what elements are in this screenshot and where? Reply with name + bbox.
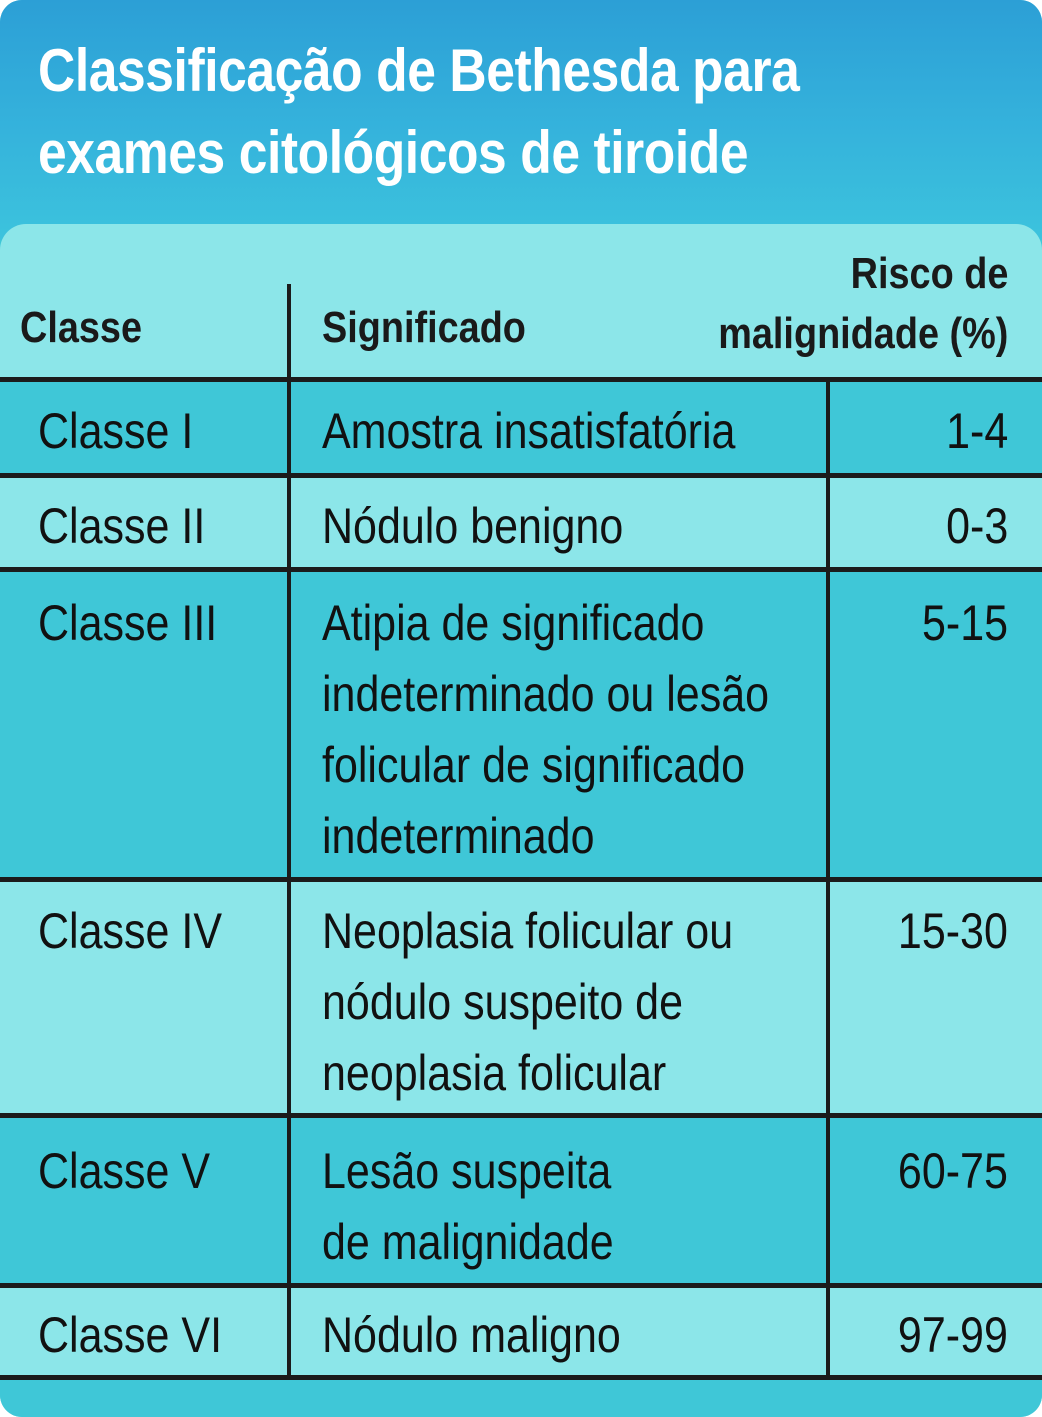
column-divider-1 [287,380,291,1378]
column-header-risco-line-2: malignidade (%) [717,309,1008,358]
row-6-classe: Classe VI [38,1307,223,1363]
row-4-risco: 15-30 [898,903,1008,959]
title-banner [0,0,1042,240]
column-header-significado: Significado [322,303,526,352]
row-3-risco: 5-15 [921,595,1008,651]
row-3-classe: Classe III [38,595,218,651]
row-6-risco: 97-99 [898,1307,1008,1363]
row-2-risco: 0-3 [945,498,1008,554]
title-line-1: Classificação de Bethesda para [38,37,800,104]
row-5-significado: Lesão suspeita de malignidade [322,1143,614,1270]
row-4-significado: Neoplasia folicular ou nódulo suspeito de neoplasia folicular [322,903,734,1101]
row-1-classe: Classe I [38,403,194,459]
row-divider [0,1283,1042,1288]
row-1-risco: 1-4 [945,403,1008,459]
table-footer-strip [0,1378,1042,1417]
row-divider [0,567,1042,572]
row-5-classe: Classe V [38,1143,211,1199]
row-divider [0,473,1042,478]
row-6-significado: Nódulo maligno [322,1307,621,1363]
header-rule [0,377,1042,382]
bottom-rule [0,1375,1042,1380]
column-header-risco-line-1: Risco de [850,249,1008,298]
row-2-classe: Classe II [38,498,206,554]
column-header-risco [718,244,1008,364]
row-1-significado: Amostra insatisfatória [322,403,736,459]
title-line-2: exames citológicos de tiroide [38,119,749,186]
header-column-divider [287,284,291,380]
column-header-classe: Classe [20,303,143,352]
row-divider [0,1113,1042,1118]
row-3-significado: Atipia de significado indeterminado ou lesão folicular de significado indeterminado [322,595,770,864]
row-5-risco: 60-75 [898,1143,1008,1199]
row-2-significado: Nódulo benigno [322,498,624,554]
row-divider [0,877,1042,882]
row-4-classe: Classe IV [38,903,223,959]
column-divider-2 [826,380,830,1378]
table-title [38,30,864,194]
